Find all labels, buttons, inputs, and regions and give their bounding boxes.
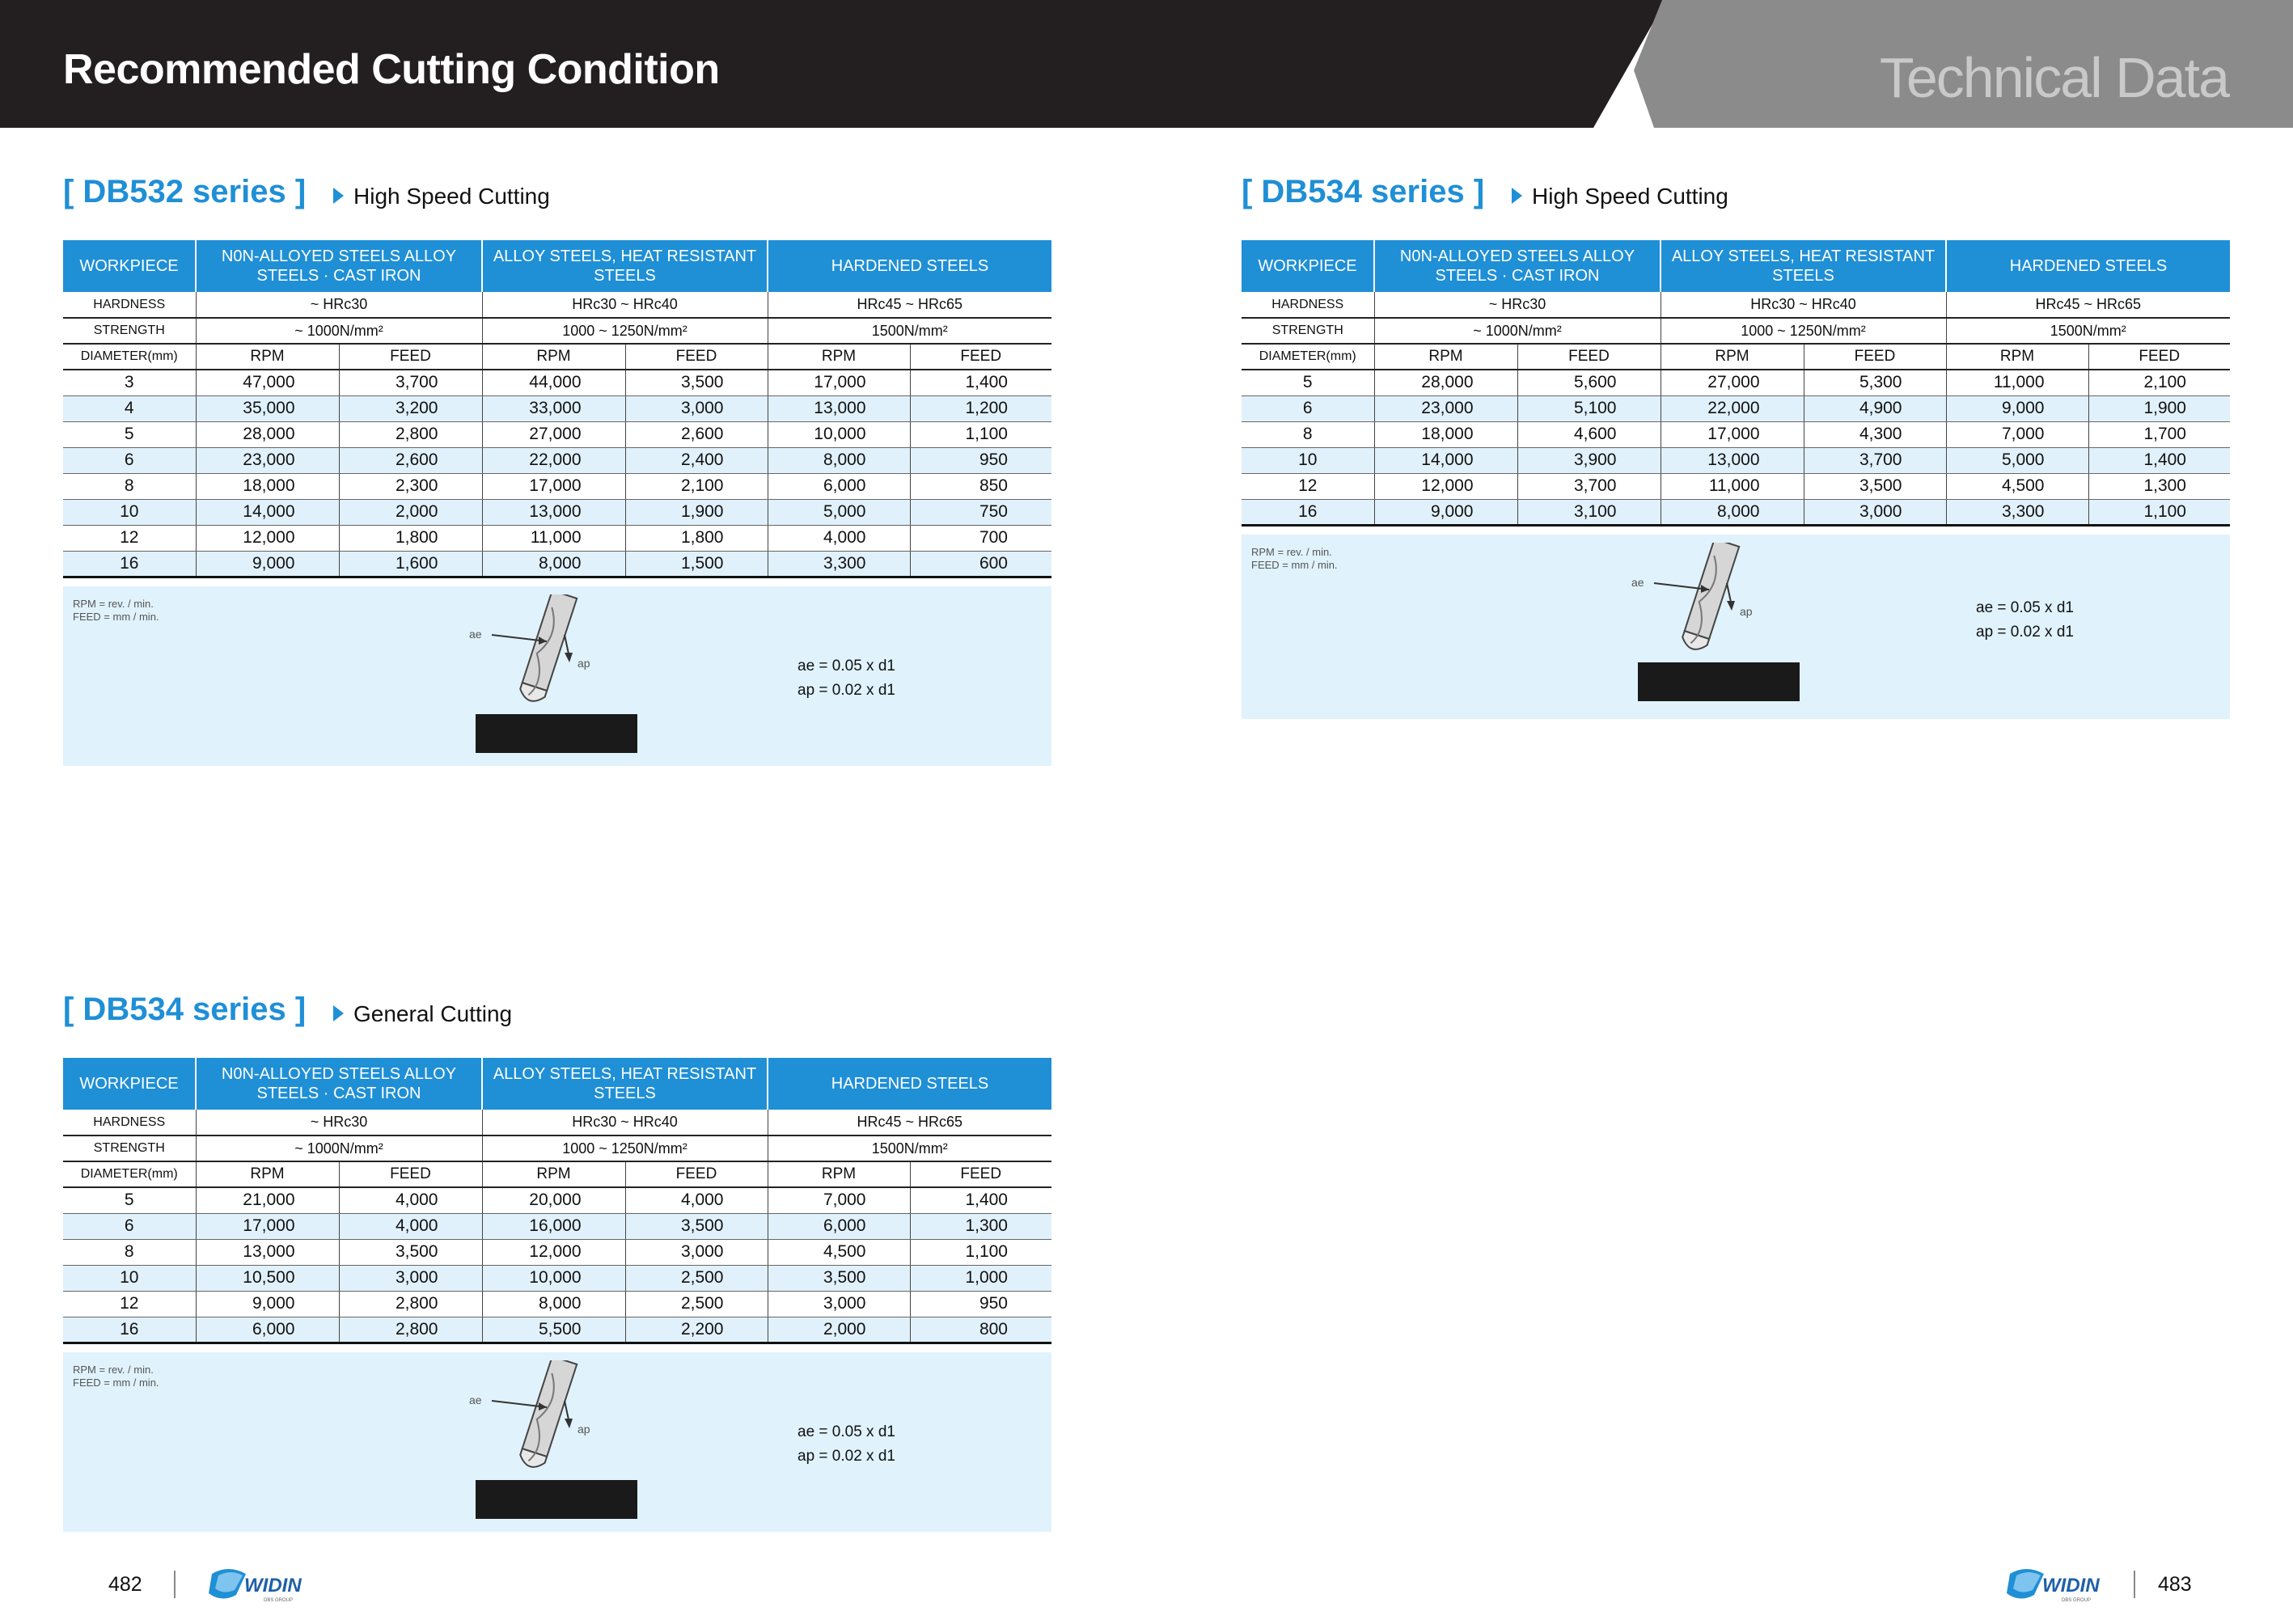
- hardness-value: HRc30 ~ HRc40: [482, 1110, 768, 1136]
- diameter-cell: 5: [63, 421, 196, 447]
- feed-cell: 950: [910, 1291, 1051, 1317]
- diameter-cell: 8: [63, 473, 196, 499]
- feed-cell: 1,300: [910, 1213, 1051, 1239]
- table-row: [63, 1239, 1051, 1265]
- feed-column-label: FEED: [2088, 344, 2230, 370]
- rpm-cell: 8,000: [482, 551, 625, 577]
- unit-note: FEED = mm / min.: [73, 1376, 159, 1389]
- strength-value: ~ 1000N/mm²: [1374, 318, 1661, 344]
- feed-cell: 3,500: [625, 1213, 768, 1239]
- hardness-value: HRc45 ~ HRc65: [1946, 292, 2230, 318]
- ball-end-mill-diagram: [1614, 543, 1800, 704]
- rpm-cell: 33,000: [482, 395, 625, 421]
- column-label-row: [63, 344, 1051, 370]
- cutting-type-label: [333, 1001, 512, 1027]
- feed-cell: 3,000: [625, 395, 768, 421]
- unit-notes: [73, 1364, 159, 1389]
- rpm-cell: 3,300: [768, 551, 910, 577]
- feed-cell: 850: [910, 473, 1051, 499]
- rpm-cell: 3,500: [768, 1265, 910, 1291]
- section-db532-high-speed: [63, 174, 1051, 766]
- rpm-cell: 23,000: [1374, 395, 1517, 421]
- tool-illustration: [451, 1360, 637, 1526]
- rpm-cell: 10,500: [196, 1265, 339, 1291]
- diameter-cell: 12: [1242, 473, 1374, 499]
- strength-value: ~ 1000N/mm²: [196, 1136, 482, 1161]
- feed-cell: 5,100: [1517, 395, 1661, 421]
- table-row: [63, 370, 1051, 395]
- feed-cell: 1,900: [625, 499, 768, 525]
- rpm-column-label: RPM: [1946, 344, 2088, 370]
- rpm-cell: 28,000: [196, 421, 339, 447]
- unit-notes: [73, 598, 159, 624]
- section-heading: [63, 992, 1051, 1045]
- unit-note: RPM = rev. / min.: [1251, 545, 1332, 558]
- diameter-cell: 12: [63, 525, 196, 551]
- feed-column-label: FEED: [339, 1161, 482, 1187]
- rpm-cell: 21,000: [196, 1187, 339, 1213]
- rpm-cell: 20,000: [482, 1187, 625, 1213]
- strength-row: [1242, 318, 2230, 344]
- diameter-cell: 16: [1242, 499, 1374, 525]
- rpm-cell: 9,000: [1374, 499, 1517, 525]
- section-heading: [1242, 174, 2230, 227]
- rpm-cell: 14,000: [1374, 447, 1517, 473]
- rpm-cell: 9,000: [196, 1291, 339, 1317]
- rpm-cell: 9,000: [196, 551, 339, 577]
- feed-cell: 3,000: [625, 1239, 768, 1265]
- series-title: [ DB532 series ]: [63, 174, 307, 209]
- feed-column-label: FEED: [625, 344, 768, 370]
- feed-cell: 2,400: [625, 447, 768, 473]
- series-title: [ DB534 series ]: [63, 992, 307, 1027]
- logo-sub: DBS GROUP: [264, 1598, 294, 1603]
- table-row: [1242, 421, 2230, 447]
- rpm-cell: 13,000: [1661, 447, 1804, 473]
- feed-cell: 2,500: [625, 1291, 768, 1317]
- ae-label: ae: [1631, 575, 1644, 589]
- rpm-cell: 13,000: [196, 1239, 339, 1265]
- feed-cell: 3,900: [1517, 447, 1661, 473]
- hardness-label: HARDNESS: [1242, 292, 1374, 318]
- feed-cell: 3,200: [339, 395, 482, 421]
- rpm-column-label: RPM: [768, 344, 910, 370]
- feed-cell: 3,500: [1804, 473, 1946, 499]
- ae-label: ae: [469, 1393, 482, 1406]
- feed-cell: 3,000: [1804, 499, 1946, 525]
- diameter-label: DIAMETER(mm): [1242, 344, 1374, 370]
- strength-value: 1500N/mm²: [768, 1136, 1051, 1161]
- material-group-header: N0N-ALLOYED STEELS ALLOY STEELS · CAST IRON: [196, 1058, 482, 1110]
- rpm-cell: 7,000: [768, 1187, 910, 1213]
- cutting-type-label: [1512, 184, 1728, 209]
- rpm-cell: 4,500: [768, 1239, 910, 1265]
- widin-logo: [2002, 1563, 2107, 1605]
- feed-cell: 2,100: [2088, 370, 2230, 395]
- rpm-cell: 2,000: [768, 1317, 910, 1343]
- tool-illustration: [451, 594, 637, 760]
- cutting-condition-table: [63, 1058, 1051, 1344]
- feed-cell: 2,800: [339, 421, 482, 447]
- triangle-bullet-icon: [333, 1005, 344, 1021]
- feed-cell: 1,400: [910, 370, 1051, 395]
- table-header-row: [1242, 240, 2230, 292]
- triangle-bullet-icon: [333, 188, 344, 204]
- widin-logo: [204, 1563, 309, 1605]
- hardness-row: [63, 292, 1051, 318]
- column-label-row: [63, 1161, 1051, 1187]
- hardness-row: [63, 1110, 1051, 1136]
- feed-cell: 4,900: [1804, 395, 1946, 421]
- table-header-row: [63, 1058, 1051, 1110]
- page-title: Recommended Cutting Condition: [63, 46, 720, 93]
- rpm-cell: 11,000: [482, 525, 625, 551]
- depth-formula: [1976, 596, 2074, 645]
- table-row: [63, 1291, 1051, 1317]
- logo-sub: DBS GROUP: [2062, 1598, 2092, 1603]
- rpm-column-label: RPM: [482, 344, 625, 370]
- workpiece-header: WORKPIECE: [63, 240, 196, 292]
- feed-cell: 1,400: [910, 1187, 1051, 1213]
- diameter-cell: 8: [1242, 421, 1374, 447]
- strength-value: 1500N/mm²: [1946, 318, 2230, 344]
- rpm-cell: 12,000: [196, 525, 339, 551]
- table-row: [63, 1187, 1051, 1213]
- section-db534-general: [63, 992, 1051, 1532]
- ap-label: ap: [1740, 604, 1753, 618]
- column-label-row: [1242, 344, 2230, 370]
- rpm-cell: 17,000: [768, 370, 910, 395]
- rpm-cell: 11,000: [1946, 370, 2088, 395]
- rpm-cell: 44,000: [482, 370, 625, 395]
- feed-column-label: FEED: [1517, 344, 1661, 370]
- diameter-label: DIAMETER(mm): [63, 1161, 196, 1187]
- material-group-header: ALLOY STEELS, HEAT RESISTANT STEELS: [1661, 240, 1946, 292]
- table-row: [1242, 473, 2230, 499]
- feed-cell: 3,500: [339, 1239, 482, 1265]
- rpm-cell: 11,000: [1661, 473, 1804, 499]
- strength-value: 1500N/mm²: [768, 318, 1051, 344]
- feed-cell: 1,700: [2088, 421, 2230, 447]
- strength-row: [63, 318, 1051, 344]
- feed-cell: 1,800: [339, 525, 482, 551]
- diameter-cell: 3: [63, 370, 196, 395]
- formula-line: ap = 0.02 x d1: [797, 1447, 895, 1465]
- feed-cell: 1,200: [910, 395, 1051, 421]
- feed-column-label: FEED: [910, 1161, 1051, 1187]
- strength-row: [63, 1136, 1051, 1161]
- feed-cell: 3,500: [625, 370, 768, 395]
- material-group-header: HARDENED STEELS: [768, 1058, 1051, 1110]
- workpiece-block: [476, 714, 637, 753]
- feed-cell: 2,100: [625, 473, 768, 499]
- hardness-value: ~ HRc30: [196, 292, 482, 318]
- ball-end-mill-diagram: [451, 594, 637, 756]
- feed-cell: 700: [910, 525, 1051, 551]
- feed-cell: 4,000: [625, 1187, 768, 1213]
- feed-cell: 4,600: [1517, 421, 1661, 447]
- material-group-header: HARDENED STEELS: [768, 240, 1051, 292]
- ap-label: ap: [577, 656, 590, 670]
- feed-cell: 2,800: [339, 1291, 482, 1317]
- feed-cell: 2,500: [625, 1265, 768, 1291]
- depth-formula: [797, 654, 895, 703]
- feed-cell: 3,700: [1804, 447, 1946, 473]
- rpm-cell: 8,000: [482, 1291, 625, 1317]
- diameter-cell: 6: [1242, 395, 1374, 421]
- workpiece-header: WORKPIECE: [1242, 240, 1374, 292]
- feed-cell: 3,000: [339, 1265, 482, 1291]
- feed-cell: 1,900: [2088, 395, 2230, 421]
- feed-cell: 600: [910, 551, 1051, 577]
- table-row: [63, 1265, 1051, 1291]
- rpm-cell: 6,000: [196, 1317, 339, 1343]
- feed-cell: 3,700: [1517, 473, 1661, 499]
- table-row: [63, 525, 1051, 551]
- rpm-cell: 10,000: [768, 421, 910, 447]
- table-row: [63, 395, 1051, 421]
- unit-note: FEED = mm / min.: [73, 610, 159, 623]
- rpm-cell: 12,000: [482, 1239, 625, 1265]
- logo-text: WIDIN: [2042, 1575, 2100, 1597]
- diameter-cell: 5: [1242, 370, 1374, 395]
- feed-column-label: FEED: [625, 1161, 768, 1187]
- hardness-value: ~ HRc30: [1374, 292, 1661, 318]
- workpiece-block: [476, 1480, 637, 1519]
- rpm-cell: 35,000: [196, 395, 339, 421]
- rpm-cell: 3,000: [768, 1291, 910, 1317]
- table-row: [63, 1213, 1051, 1239]
- workpiece-block: [1638, 662, 1800, 701]
- rpm-cell: 27,000: [1661, 370, 1804, 395]
- cutting-type-text: High Speed Cutting: [353, 184, 550, 209]
- material-group-header: N0N-ALLOYED STEELS ALLOY STEELS · CAST IRON: [196, 240, 482, 292]
- feed-cell: 2,600: [625, 421, 768, 447]
- feed-cell: 1,400: [2088, 447, 2230, 473]
- diameter-cell: 16: [63, 1317, 196, 1343]
- rpm-column-label: RPM: [768, 1161, 910, 1187]
- feed-cell: 2,200: [625, 1317, 768, 1343]
- unit-notes: [1251, 546, 1338, 572]
- feed-cell: 2,300: [339, 473, 482, 499]
- feed-cell: 5,600: [1517, 370, 1661, 395]
- diameter-cell: 16: [63, 551, 196, 577]
- cutting-type-text: High Speed Cutting: [1532, 184, 1728, 209]
- diameter-cell: 6: [63, 447, 196, 473]
- machining-parameter-band: [63, 1352, 1051, 1532]
- rpm-cell: 8,000: [768, 447, 910, 473]
- rpm-cell: 3,300: [1946, 499, 2088, 525]
- rpm-cell: 17,000: [196, 1213, 339, 1239]
- ae-label: ae: [469, 627, 482, 641]
- feed-cell: 750: [910, 499, 1051, 525]
- rpm-column-label: RPM: [1661, 344, 1804, 370]
- feed-cell: 4,000: [339, 1187, 482, 1213]
- rpm-cell: 28,000: [1374, 370, 1517, 395]
- material-group-header: ALLOY STEELS, HEAT RESISTANT STEELS: [482, 1058, 768, 1110]
- strength-value: 1000 ~ 1250N/mm²: [482, 318, 768, 344]
- rpm-column-label: RPM: [1374, 344, 1517, 370]
- divider: [2134, 1571, 2135, 1598]
- rpm-cell: 4,000: [768, 525, 910, 551]
- section-label: Technical Data: [1879, 46, 2228, 109]
- hardness-value: HRc30 ~ HRc40: [482, 292, 768, 318]
- rpm-column-label: RPM: [482, 1161, 625, 1187]
- rpm-cell: 14,000: [196, 499, 339, 525]
- unit-note: FEED = mm / min.: [1251, 558, 1338, 571]
- diameter-cell: 12: [63, 1291, 196, 1317]
- ball-end-mill-diagram: [451, 1360, 637, 1522]
- rpm-cell: 10,000: [482, 1265, 625, 1291]
- feed-cell: 1,800: [625, 525, 768, 551]
- diameter-cell: 10: [63, 1265, 196, 1291]
- machining-parameter-band: [1242, 535, 2230, 719]
- rpm-cell: 12,000: [1374, 473, 1517, 499]
- table-row: [1242, 395, 2230, 421]
- table-row: [1242, 370, 2230, 395]
- rpm-cell: 6,000: [768, 1213, 910, 1239]
- table-row: [63, 447, 1051, 473]
- triangle-bullet-icon: [1512, 188, 1522, 204]
- hardness-row: [1242, 292, 2230, 318]
- rpm-column-label: RPM: [196, 344, 339, 370]
- strength-value: 1000 ~ 1250N/mm²: [1661, 318, 1946, 344]
- strength-label: STRENGTH: [1242, 318, 1374, 344]
- feed-cell: 1,600: [339, 551, 482, 577]
- rpm-cell: 16,000: [482, 1213, 625, 1239]
- diameter-cell: 5: [63, 1187, 196, 1213]
- rpm-cell: 5,500: [482, 1317, 625, 1343]
- diameter-cell: 8: [63, 1239, 196, 1265]
- feed-cell: 1,100: [910, 421, 1051, 447]
- strength-value: ~ 1000N/mm²: [196, 318, 482, 344]
- rpm-cell: 8,000: [1661, 499, 1804, 525]
- logo-text: WIDIN: [244, 1575, 302, 1597]
- divider: [174, 1571, 176, 1598]
- cutting-type-label: [333, 184, 550, 209]
- formula-line: ae = 0.05 x d1: [797, 1423, 895, 1440]
- hardness-value: HRc45 ~ HRc65: [768, 292, 1051, 318]
- feed-column-label: FEED: [910, 344, 1051, 370]
- rpm-cell: 4,500: [1946, 473, 2088, 499]
- diameter-cell: 4: [63, 395, 196, 421]
- feed-cell: 4,000: [339, 1213, 482, 1239]
- feed-cell: 4,300: [1804, 421, 1946, 447]
- material-group-header: HARDENED STEELS: [1946, 240, 2230, 292]
- unit-note: RPM = rev. / min.: [73, 1363, 154, 1376]
- diameter-cell: 10: [63, 499, 196, 525]
- feed-cell: 1,100: [910, 1239, 1051, 1265]
- formula-line: ae = 0.05 x d1: [797, 657, 895, 675]
- rpm-cell: 22,000: [482, 447, 625, 473]
- diameter-cell: 10: [1242, 447, 1374, 473]
- cutting-type-text: General Cutting: [353, 1001, 513, 1026]
- feed-cell: 1,100: [2088, 499, 2230, 525]
- rpm-cell: 7,000: [1946, 421, 2088, 447]
- feed-cell: 3,700: [339, 370, 482, 395]
- rpm-cell: 5,000: [768, 499, 910, 525]
- hardness-value: ~ HRc30: [196, 1110, 482, 1136]
- cutting-condition-table: [63, 240, 1051, 578]
- ap-label: ap: [577, 1422, 590, 1436]
- hardness-value: HRc30 ~ HRc40: [1661, 292, 1946, 318]
- formula-line: ae = 0.05 x d1: [1976, 598, 2074, 616]
- unit-note: RPM = rev. / min.: [73, 597, 154, 610]
- feed-cell: 1,300: [2088, 473, 2230, 499]
- table-row: [63, 473, 1051, 499]
- rpm-cell: 5,000: [1946, 447, 2088, 473]
- workpiece-header: WORKPIECE: [63, 1058, 196, 1110]
- page-number-left: 482: [108, 1573, 142, 1596]
- depth-formula: [797, 1420, 895, 1469]
- feed-cell: 2,600: [339, 447, 482, 473]
- cutting-condition-table: [1242, 240, 2230, 527]
- rpm-cell: 23,000: [196, 447, 339, 473]
- table-row: [1242, 499, 2230, 525]
- table-row: [1242, 447, 2230, 473]
- table-header-row: [63, 240, 1051, 292]
- feed-column-label: FEED: [339, 344, 482, 370]
- feed-cell: 950: [910, 447, 1051, 473]
- formula-line: ap = 0.02 x d1: [797, 681, 895, 699]
- feed-cell: 3,100: [1517, 499, 1661, 525]
- material-group-header: N0N-ALLOYED STEELS ALLOY STEELS · CAST IRON: [1374, 240, 1661, 292]
- feed-cell: 1,500: [625, 551, 768, 577]
- feed-cell: 800: [910, 1317, 1051, 1343]
- rpm-cell: 17,000: [482, 473, 625, 499]
- material-group-header: ALLOY STEELS, HEAT RESISTANT STEELS: [482, 240, 768, 292]
- table-row: [63, 421, 1051, 447]
- rpm-cell: 47,000: [196, 370, 339, 395]
- diameter-cell: 6: [63, 1213, 196, 1239]
- rpm-column-label: RPM: [196, 1161, 339, 1187]
- feed-cell: 1,000: [910, 1265, 1051, 1291]
- rpm-cell: 9,000: [1946, 395, 2088, 421]
- rpm-cell: 13,000: [768, 395, 910, 421]
- rpm-cell: 17,000: [1661, 421, 1804, 447]
- hardness-value: HRc45 ~ HRc65: [768, 1110, 1051, 1136]
- feed-cell: 2,000: [339, 499, 482, 525]
- table-row: [63, 499, 1051, 525]
- section-db534-high-speed: [1242, 174, 2230, 719]
- strength-value: 1000 ~ 1250N/mm²: [482, 1136, 768, 1161]
- rpm-cell: 6,000: [768, 473, 910, 499]
- tool-illustration: [1614, 543, 1800, 708]
- diameter-label: DIAMETER(mm): [63, 344, 196, 370]
- rpm-cell: 18,000: [1374, 421, 1517, 447]
- strength-label: STRENGTH: [63, 1136, 196, 1161]
- table-row: [63, 551, 1051, 577]
- section-heading: [63, 174, 1051, 227]
- rpm-cell: 27,000: [482, 421, 625, 447]
- feed-cell: 2,800: [339, 1317, 482, 1343]
- machining-parameter-band: [63, 586, 1051, 766]
- rpm-cell: 18,000: [196, 473, 339, 499]
- page-number-right: 483: [2158, 1573, 2192, 1596]
- feed-cell: 5,300: [1804, 370, 1946, 395]
- formula-line: ap = 0.02 x d1: [1976, 623, 2074, 641]
- rpm-cell: 13,000: [482, 499, 625, 525]
- series-title: [ DB534 series ]: [1242, 174, 1485, 209]
- rpm-cell: 22,000: [1661, 395, 1804, 421]
- strength-label: STRENGTH: [63, 318, 196, 344]
- hardness-label: HARDNESS: [63, 1110, 196, 1136]
- table-row: [63, 1317, 1051, 1343]
- hardness-label: HARDNESS: [63, 292, 196, 318]
- feed-column-label: FEED: [1804, 344, 1946, 370]
